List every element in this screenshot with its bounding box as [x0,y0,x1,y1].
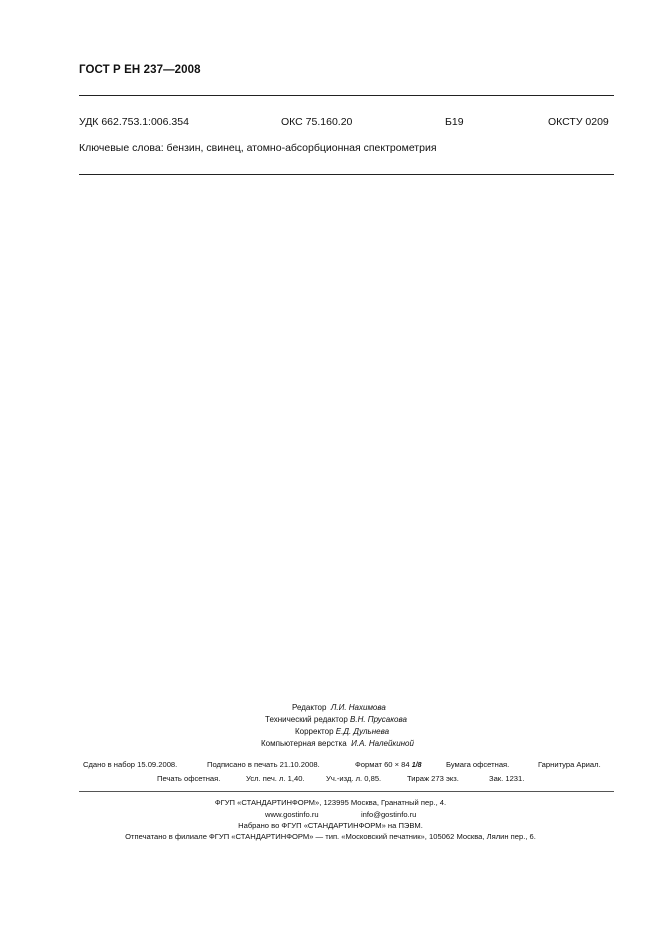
credit-layout [261,739,414,748]
keywords-divider [79,174,614,175]
format-fraction: 1/8 [411,762,422,769]
credit-name: В.Н. Прусакова [350,715,407,724]
imprint-order: Зак. 1231. [489,774,525,783]
credit-tech-editor [265,715,407,724]
credit-name: Л.И. Нахимова [330,703,386,712]
oks-code: ОКС 75.160.20 [281,116,353,128]
credit-role: Технический редактор [265,715,348,724]
imprint-sheets: Усл. печ. л. 1,40. [246,774,305,783]
okstu-code: ОКСТУ 0209 [548,116,609,128]
imprint-font: Гарнитура Ариал. [538,760,601,769]
keywords: Ключевые слова: бензин, свинец, атомно-абсорбционная спектрометрия [79,142,437,154]
imprint-paper: Бумага офсетная. [446,760,510,769]
imprint-submitted: Сдано в набор 15.09.2008. [83,760,178,769]
credit-name: И.А. Налейкиной [351,739,414,748]
publisher-website[interactable]: www.gostinfo.ru [265,810,319,819]
imprint-signed: Подписано в печать 21.10.2008. [207,760,320,769]
imprint-divider [79,791,614,792]
credit-role: Редактор [292,703,327,712]
publisher-address: ФГУП «СТАНДАРТИНФОРМ», 123995 Москва, Гранатный пер., 4. [214,798,447,807]
imprint-format [355,760,422,769]
publisher-printed: Отпечатано в филиале ФГУП «СТАНДАРТИНФОРМ» — тип. «Московский печатник», 105062 Москва, Лялин пер., 6. [125,832,536,841]
imprint-edition-sheets: Уч.-изд. л. 0,85. [326,774,382,783]
credit-editor [292,703,386,712]
credit-proofreader [295,727,389,736]
credit-role: Корректор [295,727,334,736]
format-label: Формат 60 × 84 [355,760,410,769]
imprint-run: Тираж 273 экз. [407,774,459,783]
header-divider [79,95,614,96]
document-header: ГОСТ Р ЕН 237—2008 [79,64,201,76]
credit-role: Компьютерная верстка [261,739,347,748]
credit-name: Е.Д. Дульнева [335,727,390,736]
imprint-print: Печать офсетная. [157,774,221,783]
publisher-typeset: Набрано во ФГУП «СТАНДАРТИНФОРМ» на ПЭВМ. [238,821,423,830]
publisher-email[interactable]: info@gostinfo.ru [361,810,417,819]
group-code: Б19 [445,116,464,128]
udk-code: УДК 662.753.1:006.354 [79,116,189,128]
